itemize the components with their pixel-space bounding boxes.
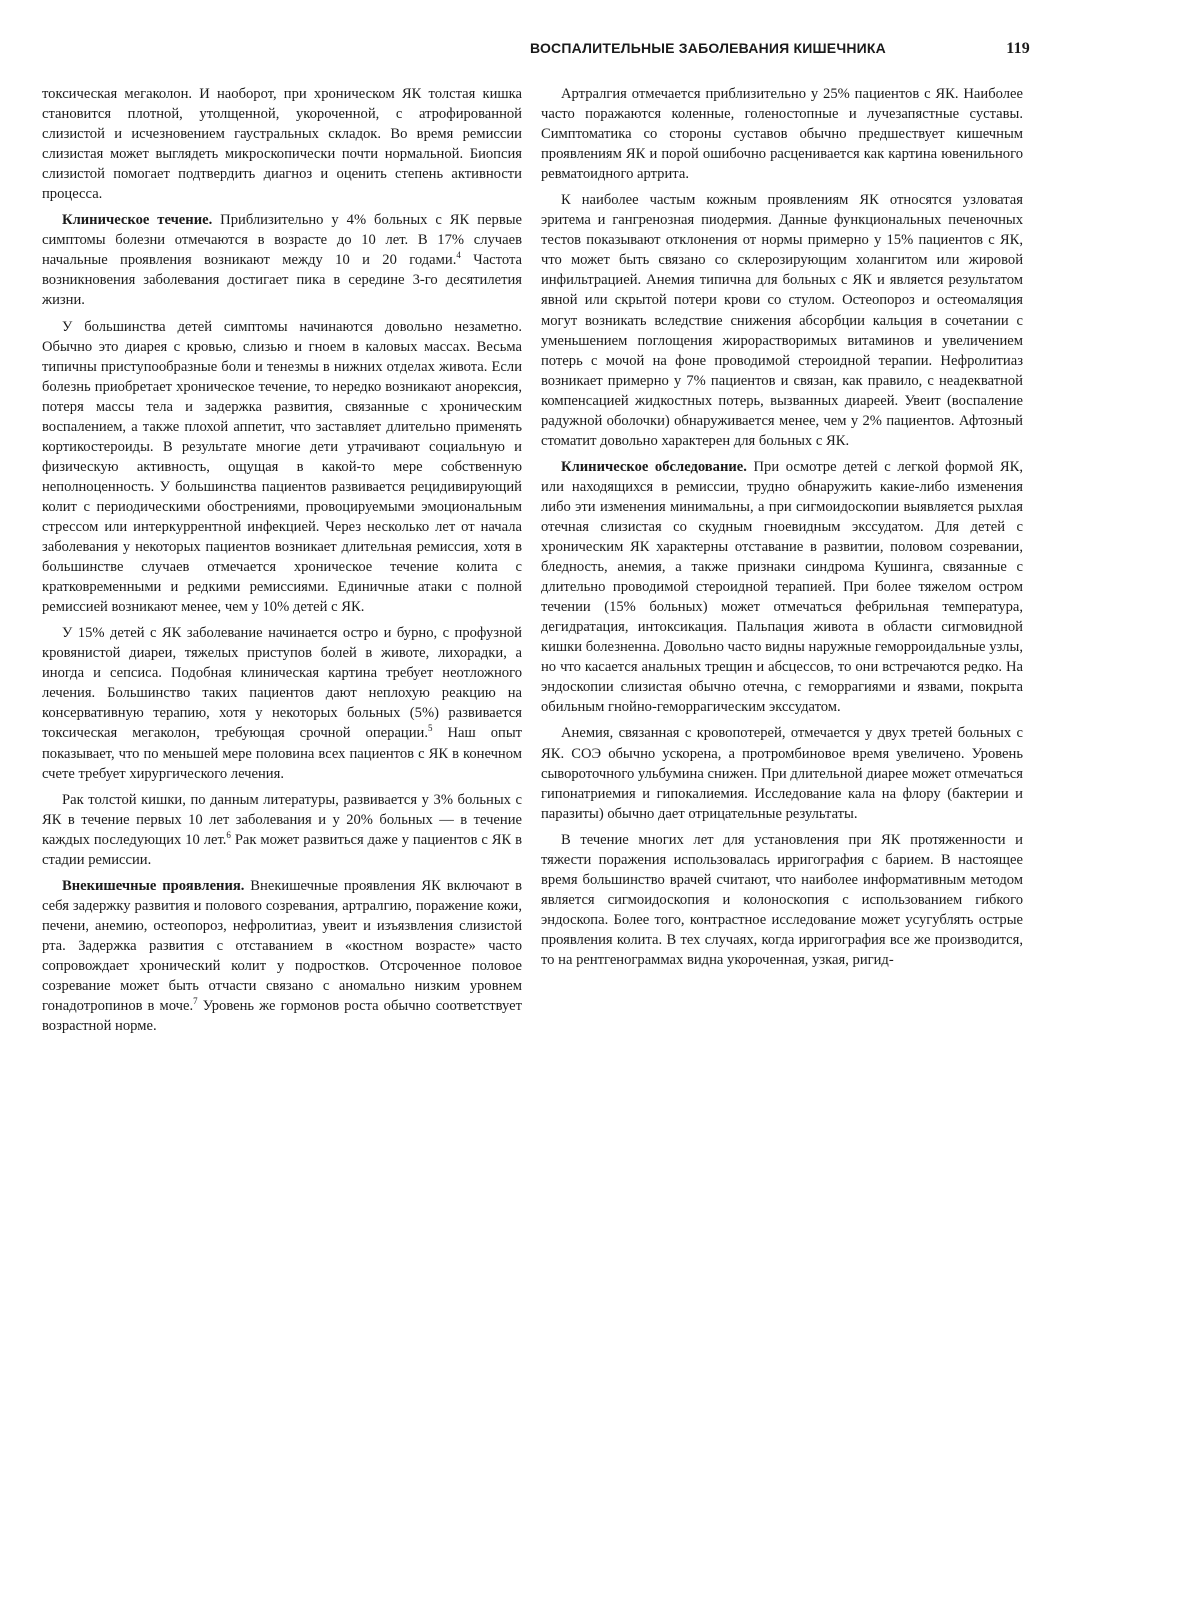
paragraph: У 15% детей с ЯК заболевание начинается остро и бурно, с профузной кровянистой диареи, тяжелых приступов болей в животе, лихорадки, а иногда и сепсиса. Подобная клиническая картина требует неотложного лечения. Большинство таких пациентов дают неплохую реакцию на консервативную терапию, хотя у некоторых больных (5%) развивается токсическая мегаколон, требующая срочной операции.$^5$ Наш опыт показывает, что по меньшей мере половина всех пациентов с ЯК в конечном счете требует хирургического лечения.	[42, 625, 522, 782]
paragraph: В течение многих лет для установления при ЯК протяженности и тяжести поражения использовалась ирригография с барием. В настоящее время большинство врачей считают, что наиболее информативным методом является сигмоидоскопия и колоноскопия с использованием гибкого эндоскопа. Более того, контрастное исследование может усугублять острые проявления колита. В тех случаях, когда ирригография все же производится, то на рентгенограммах видна укороченная, узкая, ригид-	[541, 831, 1023, 968]
footnote-ref: 5	[428, 723, 433, 734]
paragraph: токсическая мегаколон. И наоборот, при хроническом ЯК толстая кишка становится плотной, утолщенной, укороченной, с атрофированной слизистой и исчезновением гаустральных складок. Во время ремиссии слизистая может выглядеть микроскопически почти нормальной. Биопсия слизистой помогает подтвердить диагноз и оценить степень активности процесса.	[42, 86, 522, 203]
paragraph-clinical-exam: Клиническое обследование. При осмотре детей с легкой формой ЯК, или находящихся в ремиссии, трудно обнаружить какие-либо изменения либо эти изменения минимальны, а при сигмоидоскопии выявляется рыхлая отечная слизистая со скудным гноевидным экссудатом. Для детей с хроническим ЯК характерны отставание в развитии, половом созревании, бледность, анемия, а также признаки синдрома Кушинга, связанные с длительно проводимой стероидной терапией. При более тяжелом остром течении (15% больных) может отмечаться фебрильная температура, дегидратация, интоксикация. Пальпация живота в области сигмовидной кишки болезненна. Довольно часто видны наружные геморроидальные узлы, но что касается анальных трещин и абсцессов, то они встречаются редко. На эндоскопии слизистая обычно отечна, с геморрагиями и язвами, покрыта обильным гнойно-геморрагическим экссудатом.	[541, 458, 1023, 716]
left-column	[42, 84, 522, 1042]
paragraph-extraintestinal: Внекишечные проявления. Внекишечные проявления ЯК включают в себя задержку развития и полового созревания, артралгию, поражение кожи, печени, анемию, остеопороз, нефролитиаз, увеит и изъязвления слизистой рта. Задержка развития с отставанием в «костном возрасте» часто сопровождает хронический колит у подростков. Отсроченное половое созревание может быть отчасти связано с аномально низким уровнем гонадотропинов в моче.$^7$ Уровень же гормонов роста обычно соответствует возрастной норме.	[42, 877, 523, 1035]
paragraph-clinical-course: Клиническое течение. Приблизительно у 4% больных с ЯК первые симптомы болезни отмечаются в возрасте до 10 лет. В 17% случаев начальные проявления возникают между 10 и 20 годами.$^4$ Частота возникновения заболевания достигает пика в середине 3-го десятилетия жизни.	[42, 212, 522, 309]
section-heading: Клиническое течение.	[62, 212, 213, 229]
right-column	[541, 84, 1023, 976]
paragraph: К наиболее частым кожным проявлениям ЯК относятся узловатая эритема и гангренозная пиодермия. Данные функциональных печеночных тестов показывают отклонения от нормы примерно у 15% пациентов с ЯК, что может быть связано со склерозирующим холангитом или жировой инфильтрацией. Анемия типична для больных с ЯК и является результатом явной или скрытой потери крови со стулом. Остеопороз и остеомаляция могут возникать вследствие снижения абсорбции кальция в сочетании с уменьшением поглощения жирорастворимых витаминов и увеличением потерь с мочой на фоне проводимой стероидной терапии. Нефролитиаз возникает примерно у 7% пациентов и связан, как правило, с неадекватной компенсацией жидкостных потерь, вызванных диареей. Увеит (воспаление радужной оболочки) обнаруживается менее, чем у 2% пациентов. Афтозный стоматит довольно характерен для больных с ЯК.	[541, 192, 1023, 449]
footnote-ref: 6	[226, 829, 231, 840]
paragraph: Рак толстой кишки, по данным литературы, развивается у 3% больных с ЯК в течение первых 10 лет заболевания и у 20% больных — в течение каждых последующих 10 лет.$^6$ Рак может развиться даже у пациентов с ЯК в стадии ремиссии.	[42, 791, 523, 868]
paragraph: Анемия, связанная с кровопотерей, отмечается у двух третей больных с ЯК. СОЭ обычно ускорена, а протромбиновое время увеличено. Уровень сывороточного ульбумина снижен. При длительной диарее может отмечаться гипонатриемия и гипокалиемия. Исследование кала на флору (бактерии и паразиты) обычно дает отрицательные результаты.	[541, 725, 1023, 822]
chapter-title: ВОСПАЛИТЕЛЬНЫЕ ЗАБОЛЕВАНИЯ КИШЕЧНИКА	[530, 40, 886, 56]
page-number: 119	[1006, 40, 1030, 57]
paragraph: У большинства детей симптомы начинаются довольно незаметно. Обычно это диарея с кровью, слизью и гноем в каловых массах. Весьма типичны приступообразные боли и тенезмы в нижних отделах живота. Если болезнь приобретает хроническое течение, то нередко возникают анорексия, потеря массы тела и задержка развития, связанные с хроническим воспалением, а также плохой аппетит, что заставляет длительно применять кортикостероиды. В результате многие дети утрачивают социальную и физическую активность, ощущая в какой-то мере собственную неполноценность. У большинства пациентов развивается рецидивирующий колит с периодическими обострениями, провоцируемыми эмоциональным стрессом или интеркуррентной инфекцией. Через несколько лет от начала заболевания у некоторых пациентов возникает длительная ремиссия, хотя в большинстве случаев отмечается хроническое течение колита с кратковременными и редкими ремиссиями. Единичные атаки с полной ремиссией возникают менее, чем у 10% детей с ЯК.	[42, 318, 522, 616]
section-heading: Клиническое обследование.	[561, 458, 747, 475]
paragraph: Артралгия отмечается приблизительно у 25% пациентов с ЯК. Наиболее часто поражаются коленные, голеностопные и лучезапястные суставы. Симптоматика со стороны суставов обычно предшествует кишечным проявлениям ЯК и порой ошибочно расценивается как картина ювенильного ревматоидного артрита.	[541, 86, 1023, 183]
section-heading: Внекишечные проявления.	[62, 877, 245, 894]
footnote-ref: 7	[193, 996, 198, 1007]
running-head	[530, 40, 1030, 64]
footnote-ref: 4	[456, 250, 461, 261]
